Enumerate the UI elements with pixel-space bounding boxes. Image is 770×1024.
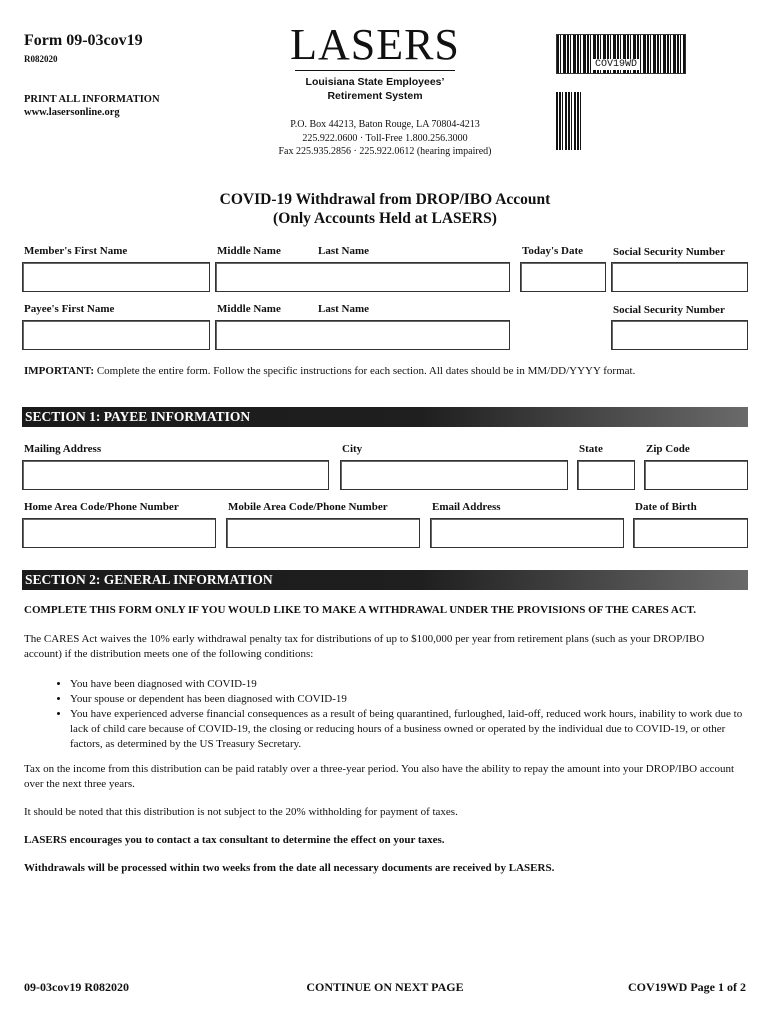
member-last-name-label: Last Name — [318, 245, 370, 257]
date-of-birth-label: Date of Birth — [635, 501, 697, 513]
member-first-name-label: Member's First Name — [24, 245, 128, 257]
section1-heading: SECTION 1: PAYEE INFORMATION — [22, 407, 748, 427]
email-field[interactable] — [430, 518, 624, 548]
list-item: • Your spouse or dependent has been diagnosed with COVID-19 — [70, 692, 760, 707]
city-field[interactable] — [340, 460, 568, 490]
mobile-phone-field[interactable] — [226, 518, 420, 548]
form-number: Form 09-03cov19 — [24, 32, 143, 49]
print-instructions — [24, 93, 160, 119]
payee-last-name-label: Last Name — [318, 303, 370, 315]
todays-date-field[interactable] — [520, 262, 606, 292]
home-phone-label: Home Area Code/Phone Number — [24, 501, 179, 513]
barcode-label: COV19WD — [595, 59, 638, 70]
form-revision: R082020 — [24, 54, 58, 64]
payee-middle-last-name-field[interactable] — [215, 320, 510, 350]
member-middle-last-name-field[interactable] — [215, 262, 510, 292]
date-of-birth-field[interactable] — [633, 518, 748, 548]
address-line2: 225.922.0600 · Toll-Free 1.800.256.3000 — [302, 132, 468, 144]
address-line3: Fax 225.935.2856 · 225.922.0612 (hearing impaired) — [278, 146, 492, 157]
conditions-list — [56, 677, 760, 752]
email-label: Email Address — [432, 501, 501, 513]
payee-first-name-label: Payee's First Name — [24, 303, 115, 315]
state-label: State — [579, 443, 603, 455]
footer-form-id: 09-03cov19 R082020 — [24, 980, 129, 994]
mailing-contact-block — [240, 118, 530, 159]
payee-middle-name-label: Middle Name — [217, 303, 281, 315]
title-line2: (Only Accounts Held at LASERS) — [273, 210, 497, 227]
title-line1: COVID-19 Withdrawal from DROP/IBO Account — [219, 191, 551, 208]
logo-org-line2: Retirement System — [327, 90, 423, 102]
mailing-address-label: Mailing Address — [24, 443, 102, 455]
form-title — [0, 190, 770, 228]
section2-heading: SECTION 2: GENERAL INFORMATION — [22, 570, 748, 590]
cares-intro-paragraph: The CARES Act waives the 10% early withdrawal penalty tax for distributions of up to $100,000 per year from retirement plans (such as your DROP/IBO account) if the distribution meets one of the following conditions: — [24, 633, 705, 660]
zip-code-field[interactable] — [644, 460, 748, 490]
mobile-phone-label: Mobile Area Code/Phone Number — [228, 501, 388, 513]
todays-date-label: Today's Date — [522, 245, 584, 257]
page-barcode — [556, 92, 581, 150]
payee-first-name-field[interactable] — [22, 320, 210, 350]
member-first-name-field[interactable] — [22, 262, 210, 292]
state-field[interactable] — [577, 460, 635, 490]
form-barcode — [556, 34, 686, 74]
processing-paragraph: Withdrawals will be processed within two weeks from the date all necessary documents are received by LASERS. — [24, 862, 555, 874]
important-label: IMPORTANT: — [24, 365, 95, 377]
tax-consultant-paragraph: LASERS encourages you to contact a tax consultant to determine the effect on your taxes. — [24, 834, 445, 846]
logo-org-name — [290, 75, 460, 103]
payee-ssn-field[interactable] — [611, 320, 748, 350]
list-item: • You have experienced adverse financial consequences as a result of being quarantined, furloughed, laid-off, reduced work hours, inability to work due to lack of child care because of COVID-19, the closing or reducing hours of a business owned or operated by the individual due to COVID-19, or other factors, as determined by the US Treasury Secretary. — [70, 707, 760, 752]
address-line1: P.O. Box 44213, Baton Rouge, LA 70804-4213 — [290, 119, 480, 130]
member-ssn-field[interactable] — [611, 262, 748, 292]
footer-continue: CONTINUE ON NEXT PAGE — [306, 980, 464, 994]
member-middle-name-label: Middle Name — [217, 245, 281, 257]
member-ssn-label: Social Security Number — [613, 246, 725, 258]
logo-wordmark: LASERS — [290, 20, 460, 69]
cares-act-heading: COMPLETE THIS FORM ONLY IF YOU WOULD LIKE TO MAKE A WITHDRAWAL UNDER THE PROVISIONS OF THE CARES ACT. — [24, 604, 697, 616]
lasers-logo — [290, 22, 460, 103]
payee-ssn-label: Social Security Number — [613, 304, 725, 316]
city-label: City — [342, 443, 363, 455]
important-note — [24, 365, 635, 377]
zip-code-label: Zip Code — [646, 443, 690, 455]
logo-rule — [295, 70, 455, 71]
footer-page-number: COV19WD Page 1 of 2 — [628, 980, 746, 994]
website-link[interactable]: www.lasersonline.org — [24, 107, 120, 118]
home-phone-field[interactable] — [22, 518, 216, 548]
tax-paragraph: Tax on the income from this distribution can be paid ratably over a three-year period. You also have the ability to repay the amount into your DROP/IBO account over the next three years. — [24, 763, 735, 790]
logo-org-line1: Louisiana State Employees’ — [305, 76, 445, 88]
print-all-text: PRINT ALL INFORMATION — [24, 94, 160, 105]
withholding-paragraph: It should be noted that this distribution is not subject to the 20% withholding for payment of taxes. — [24, 806, 458, 818]
important-text: Complete the entire form. Follow the specific instructions for each section. All dates should be in MM/DD/YYYY format. — [96, 365, 636, 377]
list-item: • You have been diagnosed with COVID-19 — [70, 677, 760, 692]
mailing-address-field[interactable] — [22, 460, 329, 490]
